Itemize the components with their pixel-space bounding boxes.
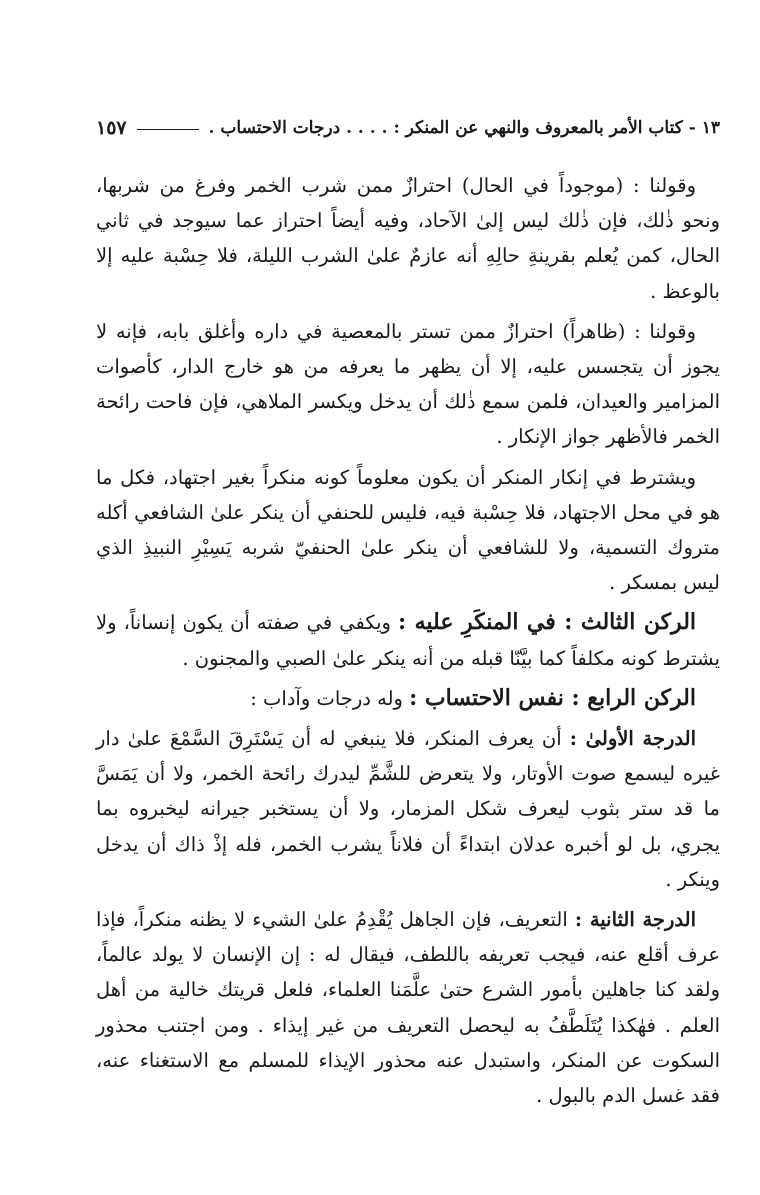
paragraph-fourth-pillar [96,681,720,716]
section-heading: الركن الرابع : نفس الاحتساب : [409,684,696,711]
paragraph-text: ويشترط في إنكار المنكر أن يكون معلوماً كونه منكراً بغير اجتهاد، فكل ما هو في محل الاجتهاد، فلا حِسْبة فيه، فليس للحنفي أن ينكر علىٰ الشافعي أكله متروك التسمية، ولا للشافعي أن ينكر علىٰ الحنفيّ شربه يَسِيْرِ النبيذِ الذي ليس بمسكر . [96,465,720,595]
paragraph-text: ويكفي في صفته أن يكون إنساناً، ولا يشترط كونه مكلفاً كما بيَّنّا قبله من أنه ينكر علىٰ الصبي والمجنون . [96,611,720,670]
chapter-header-title: ١٣ - كتاب الأمر بالمعروف والنهي عن المنكر : . . . . درجات الاحتساب . [208,118,720,138]
paragraph-text: التعريف، فإن الجاهل يُقْدِمُ علىٰ الشيء لا يظنه منكراً، فإذا عرف أقلع عنه، فيجب تعريفه باللطف، فيقال له : إن الإنسان لا يولد عالماً، ولقد كنا جاهلين بأمور الشرع حتىٰ علَّمَنا العلماء، فلعل قريتك خالية من أهل العلم . فهٰكذا يُتَلَطَّفُ به ليحصل التعريف من غير إيذاء . ومن اجتنب محذور السكوت عن المنكر، واستبدل عنه محذور الإيذاء للمسلم مع الاستغناء عنه، فقد غسل الدم بالبول . [96,908,720,1108]
running-header [96,112,720,144]
subsection-heading: الدرجة الأولىٰ : [569,727,697,751]
page-body [96,168,720,1118]
header-rule [137,129,199,130]
paragraph-text: وله درجات وآداب : [250,686,403,710]
paragraph-first-degree [96,721,720,897]
section-heading: الركن الثالث : في المنكَرِ عليه : [398,609,697,636]
subsection-heading: الدرجة الثانية : [574,908,696,932]
paragraph-text: أن يعرف المنكر، فلا ينبغي له أن يَسْتَرِقَ السَّمْعَ علىٰ دار غيره ليسمع صوت الأوتار، ولا يتعرض للشَّمِّ ليدرك رائحة الخمر، ولا أن يَمَسَّ ما قد ستر بثوب ليعرف شكل المزمار، ولا أن يستخبر جيرانه ليخبروه بما يجري، بل لو أخبره عدلان ابتداءً أن فلاناً يشرب الخمر، فله إذْ ذاك أن يدخل وينكر . [96,727,720,891]
page-number: ١٥٧ [96,117,127,139]
paragraph-third-pillar [96,605,720,675]
paragraph-present-condition [96,168,720,309]
paragraph-text: وقولنا : (موجوداً في الحال) احترازٌ ممن شرب الخمر وفرغ من شربها، ونحو ذٰلك، فإن ذٰلك ليس إلىٰ الآحاد، وفيه أيضاً احتراز عما سيوجد في ثاني الحال، كمن يُعلم بقرينةِ حالِهِ أنه عازمٌ علىٰ الشرب الليلة، فلا حِسْبة عليه إلا بالوعظ . [96,174,720,303]
paragraph-text: وقولنا : (ظاهراً) احترازٌ ممن تستر بالمعصية في داره وأغلق بابه، فإنه لا يجوز أن يتجسس عليه، إلا أن يظهر ما يعرفه من هو خارج الدار، كأصوات المزامير والعيدان، فلمن سمع ذٰلك أن يدخل ويكسر الملاهي، فإن فاحت رائحة الخمر فالأظهر جواز الإنكار . [96,319,720,449]
paragraph-second-degree [96,902,720,1113]
paragraph-ijtihad-condition [96,460,720,601]
paragraph-apparent-condition [96,314,720,455]
